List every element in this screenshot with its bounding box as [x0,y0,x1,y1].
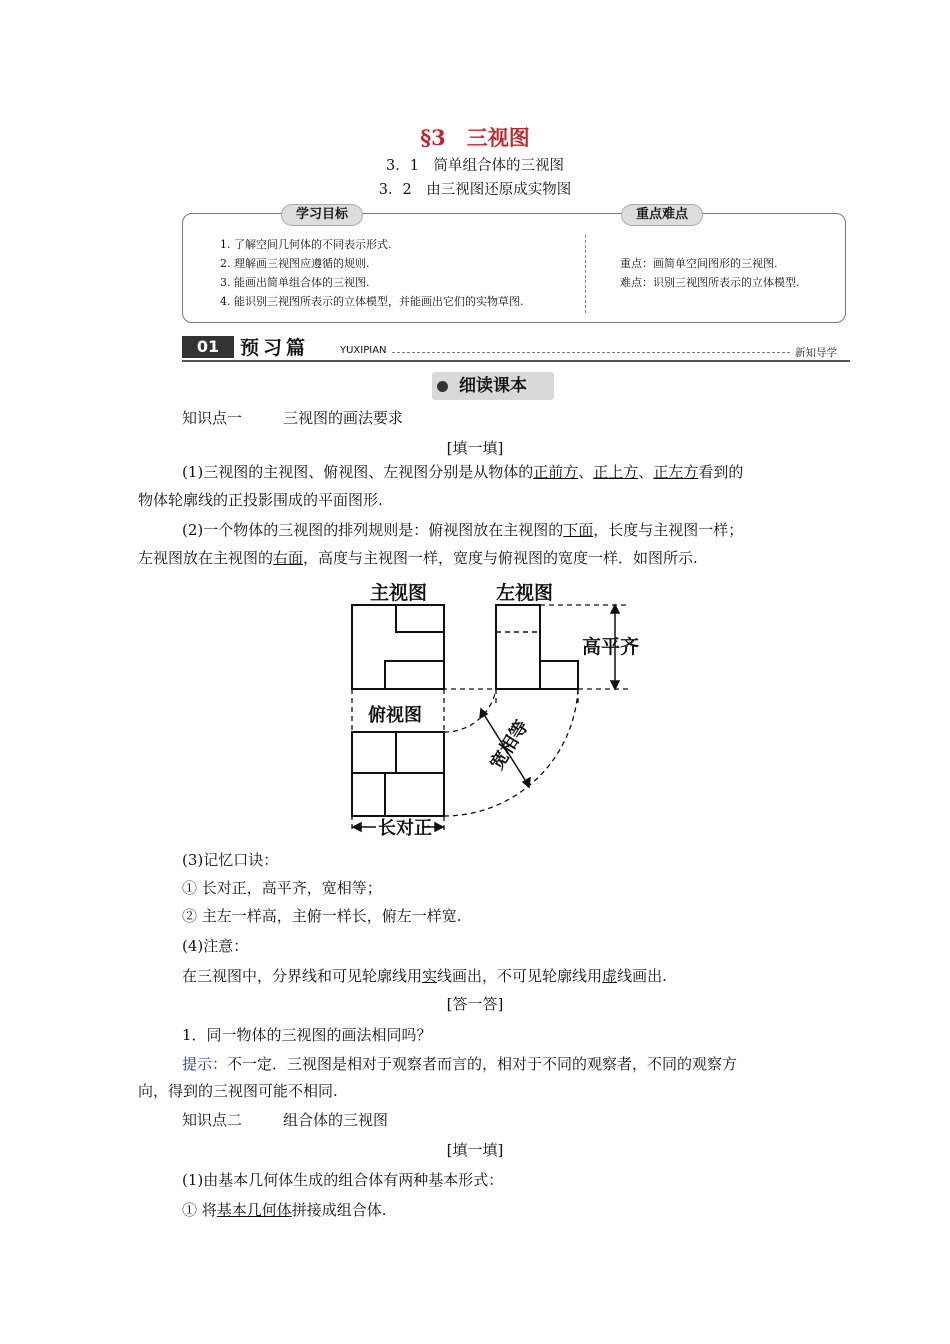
section-title: 预习篇 [240,337,310,359]
answer-heading: [答一答] [446,995,504,1013]
kp1-title: 三视图的画法要求 [283,409,404,427]
bullet-icon [437,381,448,392]
subtitle-3-2: 3．2 由三视图还原成实物图 [378,182,572,198]
kp1-mnemonic-1: ① 长对正，高平齐，宽相等； [182,879,382,897]
label-top-view: 俯视图 [368,705,422,726]
kp1-mnemonic: (3)记忆口诀： [182,851,279,869]
three-view-diagram [330,575,660,843]
section-dash-line [392,352,790,353]
label-width-equal: 宽相等 [486,716,533,774]
section-tag: 新知导学 [795,347,837,359]
kp1-para2-cont: 左视图放在主视图的右面，高度与主视图一样，宽度与俯视图的宽度一样．如图所示. [138,549,698,567]
page-title: §3 三视图 [420,125,530,150]
kp1-note: (4)注意： [182,937,249,955]
kp1-para1-cont: 物体轮廓线的正投影围成的平面图形. [138,491,383,509]
question-1: 1．同一物体的三视图的画法相同吗？ [182,1026,432,1044]
goal-item: 1. 了解空间几何体的不同表示形式. [220,238,392,251]
kp1-note-text: 在三视图中，分界线和可见轮廓线用实线画出，不可见轮廓线用虚线画出. [182,967,667,985]
fill-heading-2: [填一填] [446,1141,504,1159]
banner: 细读课本 [432,372,554,400]
key-point: 重点：画简单空间图形的三视图. [620,257,778,270]
kp2-para2: ① 将基本几何体拼接成组合体. [182,1201,387,1219]
label-main-view: 主视图 [370,582,428,604]
divider [585,235,586,313]
section-number: 01 [182,336,234,358]
goal-item: 2. 理解画三视图应遵循的规则. [220,257,370,270]
kp1-label: 知识点一 [182,409,243,427]
kp1-para2: (2)一个物体的三视图的排列规则是：俯视图放在主视图的下面，长度与主视图一样； [182,521,744,539]
difficulty: 难点：识别三视图所表示的立体模型. [620,276,800,289]
kp1-mnemonic-2: ② 主左一样高，主俯一样长，俯左一样宽. [182,907,462,925]
label-height-align: 高平齐 [582,636,640,658]
hint-cont: 向，得到的三视图可能不相同. [138,1082,338,1100]
goal-item: 3. 能画出简单组合体的三视图. [220,276,370,289]
fill-heading: [填一填] [446,439,504,457]
kp2-label: 知识点二 [182,1111,243,1129]
section-underline [182,360,850,362]
label-left-view: 左视图 [496,582,554,604]
key-points-tab: 重点难点 [622,205,702,225]
hint: 提示：不一定．三视图是相对于观察者而言的，相对于不同的观察者，不同的观察方 [182,1055,738,1073]
kp2-title: 组合体的三视图 [283,1111,389,1129]
subtitle-3-1: 3．1 简单组合体的三视图 [386,158,564,174]
kp2-para1: (1)由基本几何体生成的组合体有两种基本形式： [182,1171,504,1189]
section-english: YUXIPIAN [340,345,387,356]
kp1-para1: (1)三视图的主视图、俯视图、左视图分别是从物体的正前方、正上方、正左方看到的 [182,463,744,481]
label-length-align: 长对正 [378,818,432,839]
goals-tab: 学习目标 [282,205,362,225]
goal-item: 4. 能识别三视图所表示的立体模型，并能画出它们的实物草图. [220,295,524,308]
